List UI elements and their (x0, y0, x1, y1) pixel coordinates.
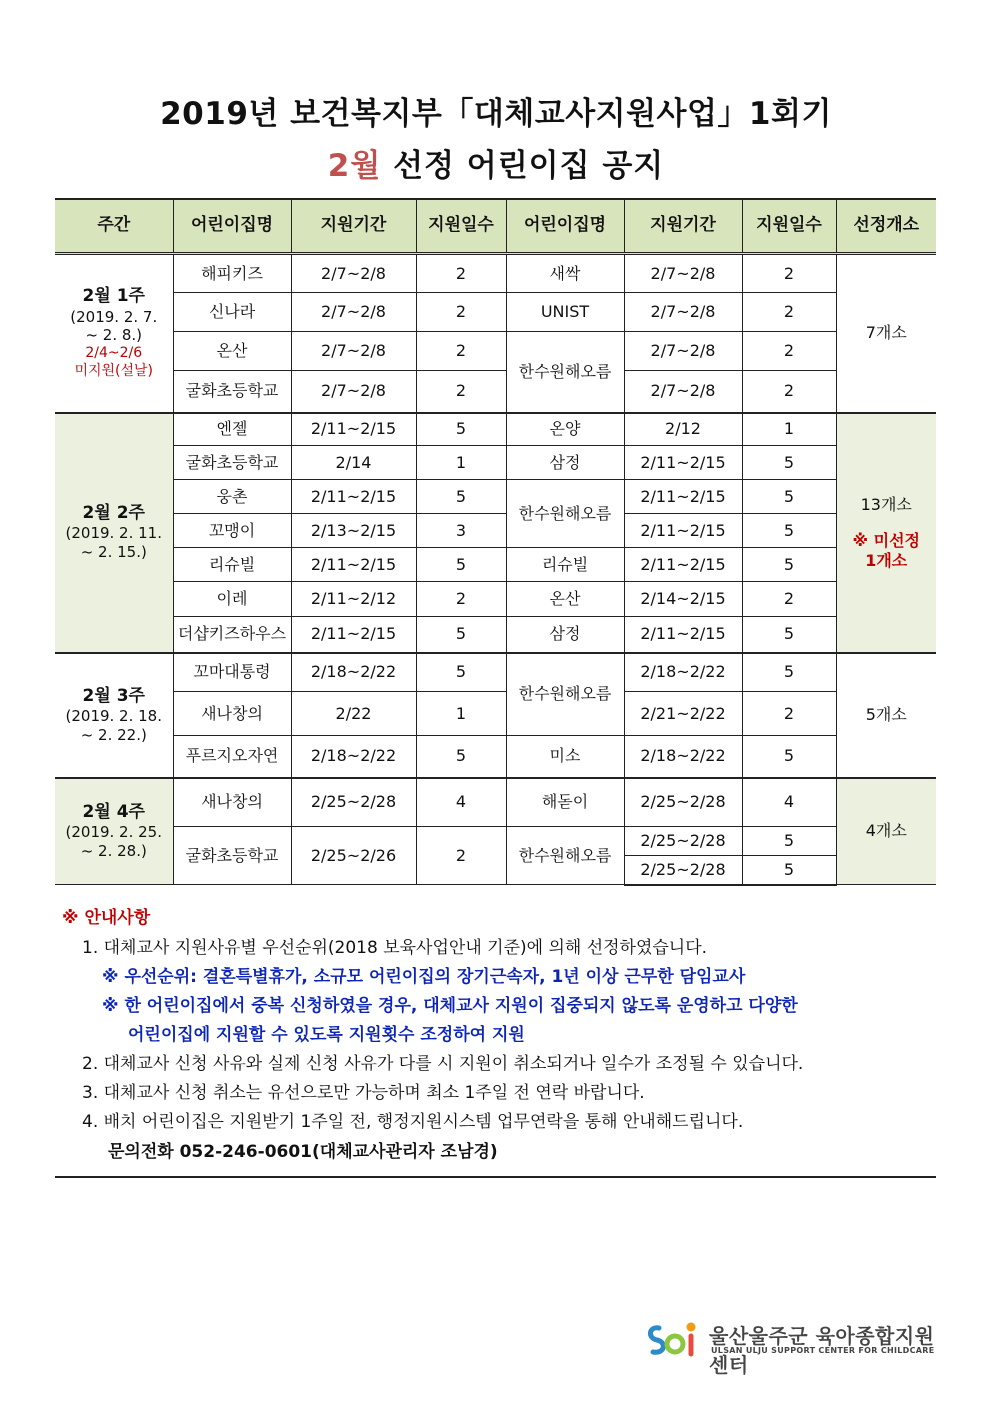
notice-duplicate: ※ 한 어린이집에서 중복 신청하였을 경우, 대체교사 지원이 집중되지 않도록 운영하고 다양한 (102, 996, 798, 1016)
logo-mark-icon (645, 1318, 703, 1362)
days: 2 (416, 332, 506, 371)
days: 5 (416, 617, 506, 653)
period: 2/18~2/22 (291, 653, 416, 692)
week-label: 2월 4주 (82, 801, 145, 822)
center-name: 굴화초등학교 (173, 827, 291, 885)
days: 2 (742, 293, 836, 332)
period: 2/11~2/15 (624, 548, 742, 582)
days: 2 (416, 371, 506, 413)
days: 5 (416, 480, 506, 514)
days: 4 (416, 778, 506, 827)
period: 2/11~2/15 (624, 617, 742, 653)
days: 5 (742, 736, 836, 778)
center-name: 온산 (173, 332, 291, 371)
table-row (55, 653, 936, 692)
week-cell (55, 413, 173, 653)
center-name: 이레 (173, 582, 291, 617)
center-name: 새나창의 (173, 692, 291, 736)
count-value: 13개소 (860, 494, 912, 514)
center-name: 더샵키즈하우스 (173, 617, 291, 653)
days: 5 (742, 446, 836, 480)
title-rest: 선정 어린이집 공지 (381, 148, 665, 184)
count-cell: 4개소 (836, 778, 936, 885)
days: 5 (742, 514, 836, 548)
center-name: 삼정 (506, 617, 624, 653)
header-period-2: 지원기간 (624, 199, 742, 254)
week-range: (2019. 2. 18. (65, 706, 162, 725)
table-row (55, 413, 936, 446)
period: 2/25~2/28 (624, 827, 742, 856)
title-line-2 (0, 140, 992, 185)
period: 2/7~2/8 (624, 254, 742, 293)
period: 2/22 (291, 692, 416, 736)
period: 2/11~2/15 (291, 480, 416, 514)
table-row (55, 514, 936, 548)
count-cell: 5개소 (836, 653, 936, 778)
days: 2 (416, 254, 506, 293)
header-period: 지원기간 (291, 199, 416, 254)
period: 2/25~2/28 (624, 856, 742, 885)
center-name: 새나창의 (173, 778, 291, 827)
notice-heading: ※ 안내사항 (62, 908, 151, 928)
table-row (55, 332, 936, 371)
center-name: 신나라 (173, 293, 291, 332)
center-name: 온산 (506, 582, 624, 617)
table-row (55, 827, 936, 856)
week-label: 2월 1주 (82, 286, 145, 307)
notice-section (62, 903, 942, 1167)
center-name: 엔젤 (173, 413, 291, 446)
period: 2/18~2/22 (624, 736, 742, 778)
notice-priority: ※ 우선순위: 결혼특별휴가, 소규모 어린이집의 장기근속자, 1년 이상 근무한 담임교사 (102, 967, 746, 987)
header-center-name: 어린이집명 (173, 199, 291, 254)
week-range: (2019. 2. 7. (70, 307, 158, 326)
center-name: 굴화초등학교 (173, 446, 291, 480)
days: 2 (416, 582, 506, 617)
week-note: 2/4~2/6 (85, 345, 143, 362)
period: 2/11~2/15 (291, 617, 416, 653)
days: 2 (742, 692, 836, 736)
title-month: 2월 (327, 148, 382, 184)
period: 2/11~2/15 (624, 480, 742, 514)
table-row (55, 254, 936, 293)
days: 5 (416, 653, 506, 692)
unselected-count: 1개소 (865, 550, 908, 570)
center-name: 미소 (506, 736, 624, 778)
period: 2/25~2/28 (624, 778, 742, 827)
period: 2/13~2/15 (291, 514, 416, 548)
period: 2/14~2/15 (624, 582, 742, 617)
period: 2/25~2/28 (291, 778, 416, 827)
week-range-end: ~ 2. 15.) (80, 543, 147, 562)
week-cell (55, 653, 173, 778)
days: 5 (742, 856, 836, 885)
center-name: 리슈빌 (506, 548, 624, 582)
period: 2/25~2/26 (291, 827, 416, 885)
contact-info: 문의전화 052-246-0601(대체교사관리자 조남경) (108, 1142, 498, 1162)
center-name: 꼬마대통령 (173, 653, 291, 692)
center-name: 굴화초등학교 (173, 371, 291, 413)
period: 2/12 (624, 413, 742, 446)
week-cell (55, 254, 173, 413)
days: 5 (742, 827, 836, 856)
header-center-name-2: 어린이집명 (506, 199, 624, 254)
days: 5 (416, 736, 506, 778)
days: 5 (416, 413, 506, 446)
count-cell (836, 413, 936, 653)
table-row (55, 446, 936, 480)
period: 2/14 (291, 446, 416, 480)
days: 5 (742, 617, 836, 653)
notice-item-3: 3. 대체교사 신청 취소는 유선으로만 가능하며 최소 1주일 전 연락 바랍니다. (82, 1083, 645, 1103)
logo-subtitle: ULSAN ULJU SUPPORT CENTER FOR CHILDCARE (711, 1346, 935, 1355)
header-week: 주간 (55, 199, 173, 254)
period: 2/7~2/8 (291, 371, 416, 413)
center-name: 꼬맹이 (173, 514, 291, 548)
period: 2/11~2/12 (291, 582, 416, 617)
center-name: UNIST (506, 293, 624, 332)
period: 2/7~2/8 (291, 332, 416, 371)
week-range-end: ~ 2. 8.) (85, 326, 143, 345)
week-range-end: ~ 2. 28.) (80, 841, 147, 860)
center-name: 새싹 (506, 254, 624, 293)
days: 2 (416, 293, 506, 332)
table-row (55, 736, 936, 778)
selection-table (55, 198, 936, 886)
center-logo (645, 1318, 945, 1377)
notice-item-1: 1. 대체교사 지원사유별 우선순위(2018 보육사업안내 기준)에 의해 선정하였습니다. (82, 938, 708, 958)
table-row (55, 548, 936, 582)
table-row (55, 293, 936, 332)
days: 1 (416, 446, 506, 480)
days: 5 (742, 480, 836, 514)
period: 2/7~2/8 (291, 293, 416, 332)
period: 2/21~2/22 (624, 692, 742, 736)
unselected-note: ※ 미선정 (852, 530, 920, 550)
table-row (55, 480, 936, 514)
notice-item-2: 2. 대체교사 신청 사유와 실제 신청 사유가 다를 시 지원이 취소되거나 일수가 조정될 수 있습니다. (82, 1054, 804, 1074)
center-name: 웅촌 (173, 480, 291, 514)
count-cell: 7개소 (836, 254, 936, 413)
header-days: 지원일수 (416, 199, 506, 254)
center-name: 삼정 (506, 446, 624, 480)
days: 2 (742, 582, 836, 617)
center-name: 해피키즈 (173, 254, 291, 293)
logo-name: 울산울주군 육아종합지원센터 (709, 1324, 935, 1377)
notice-item-4: 4. 배치 어린이집은 지원받기 1주일 전, 행정지원시스템 업무연락을 통해 안내해드립니다. (82, 1112, 744, 1132)
table-header-row (55, 199, 936, 254)
center-name: 해돋이 (506, 778, 624, 827)
table-row (55, 778, 936, 827)
header-selected-count: 선정개소 (836, 199, 936, 254)
center-name: 한수원해오름 (506, 480, 624, 548)
period: 2/18~2/22 (624, 653, 742, 692)
days: 5 (416, 548, 506, 582)
notice-duplicate-cont: 어린이집에 지원할 수 있도록 지원횟수 조정하여 지원 (128, 1025, 525, 1045)
days: 2 (742, 332, 836, 371)
center-name: 온양 (506, 413, 624, 446)
period: 2/7~2/8 (624, 371, 742, 413)
header-days-2: 지원일수 (742, 199, 836, 254)
week-label: 2월 3주 (82, 685, 145, 706)
center-name: 리슈빌 (173, 548, 291, 582)
week-range-end: ~ 2. 22.) (80, 725, 147, 744)
days: 3 (416, 514, 506, 548)
days: 1 (742, 413, 836, 446)
period: 2/7~2/8 (291, 254, 416, 293)
week-label: 2월 2주 (82, 503, 145, 524)
period: 2/11~2/15 (291, 548, 416, 582)
period: 2/18~2/22 (291, 736, 416, 778)
days: 2 (742, 254, 836, 293)
week-cell (55, 778, 173, 885)
period: 2/7~2/8 (624, 293, 742, 332)
days: 2 (416, 827, 506, 885)
days: 2 (742, 371, 836, 413)
days: 5 (742, 548, 836, 582)
center-name: 푸르지오자연 (173, 736, 291, 778)
days: 1 (416, 692, 506, 736)
table-row (55, 371, 936, 413)
period: 2/11~2/15 (624, 514, 742, 548)
center-name: 한수원해오름 (506, 827, 624, 885)
table-row (55, 692, 936, 736)
week-range: (2019. 2. 11. (65, 524, 162, 543)
title-line-1: 2019년 보건복지부「대체교사지원사업」1회기 (160, 96, 832, 132)
days: 4 (742, 778, 836, 827)
period: 2/11~2/15 (291, 413, 416, 446)
week-note-2: 미지원(설날) (74, 362, 154, 379)
days: 5 (742, 653, 836, 692)
center-name: 한수원해오름 (506, 653, 624, 736)
table-row (55, 582, 936, 617)
center-name: 한수원해오름 (506, 332, 624, 413)
period: 2/11~2/15 (624, 446, 742, 480)
footer-divider (55, 1176, 936, 1178)
week-range: (2019. 2. 25. (65, 823, 162, 842)
period: 2/7~2/8 (624, 332, 742, 371)
table-row (55, 617, 936, 653)
